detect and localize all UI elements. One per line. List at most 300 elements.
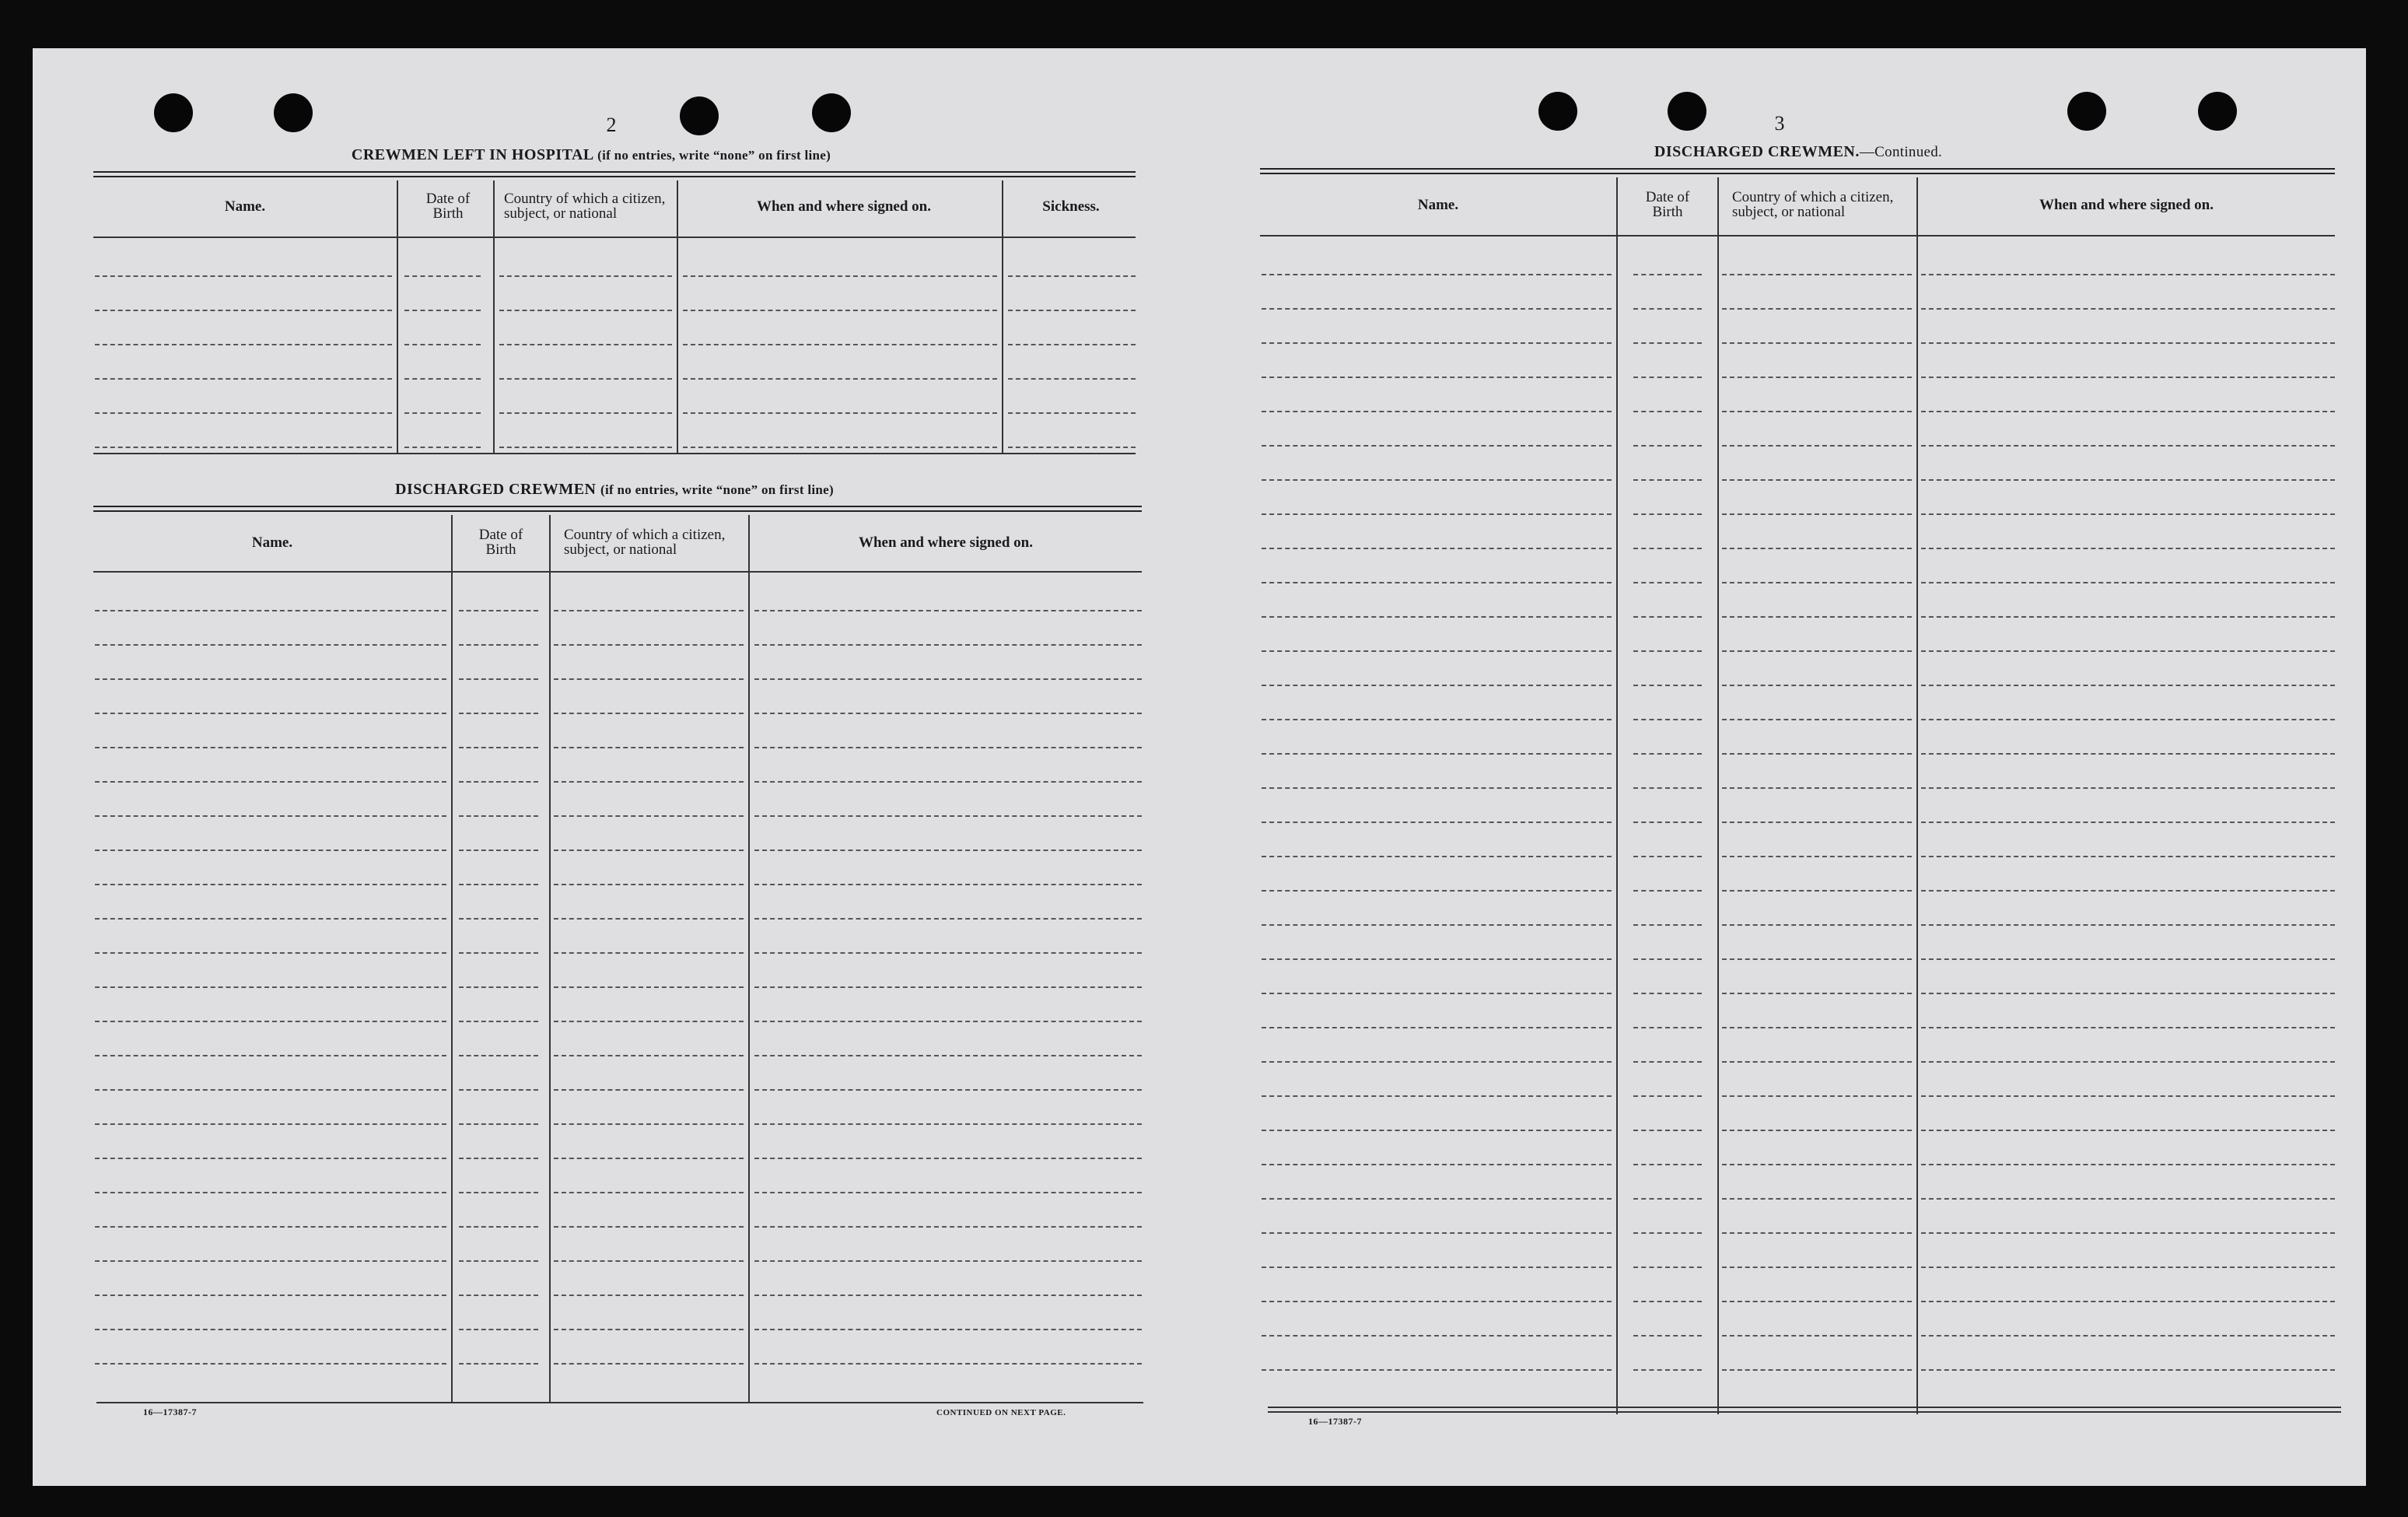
blank-entry-line <box>459 952 538 954</box>
blank-entry-line <box>1722 787 1912 789</box>
blank-entry-line <box>1722 1095 1912 1097</box>
form-number: 16—17387-7 <box>143 1407 197 1417</box>
blank-entry-line <box>683 412 997 414</box>
blank-entry-line <box>754 850 1142 851</box>
blank-entry-line <box>1262 1369 1612 1371</box>
blank-entry-line <box>683 310 997 311</box>
blank-entry-line <box>95 1021 446 1022</box>
blank-entry-line <box>95 378 392 380</box>
blank-entry-line <box>1262 1130 1612 1131</box>
blank-entry-line <box>1633 513 1702 515</box>
punch-hole <box>154 93 193 132</box>
section-title-discharged <box>93 481 1136 499</box>
blank-entry-line <box>1008 275 1136 277</box>
blank-entry-line <box>754 986 1142 988</box>
blank-entry-line <box>1921 479 2335 481</box>
blank-entry-line <box>1262 787 1612 789</box>
blank-entry-line <box>1633 445 1702 447</box>
blank-entry-line <box>1262 377 1612 378</box>
blank-entry-line <box>459 1158 538 1159</box>
blank-entry-line <box>459 1021 538 1022</box>
blank-entry-line <box>754 1192 1142 1193</box>
blank-entry-line <box>1008 378 1136 380</box>
blank-entry-line <box>1722 856 1912 857</box>
blank-entry-line <box>1633 890 1702 892</box>
blank-entry-line <box>95 344 392 345</box>
blank-entry-line <box>554 1055 744 1056</box>
blank-entry-line <box>754 747 1142 748</box>
blank-entry-line <box>95 644 446 646</box>
blank-entry-line <box>1633 1130 1702 1131</box>
blank-entry-line <box>459 986 538 988</box>
blank-entry-line <box>754 918 1142 920</box>
blank-entry-line <box>1262 890 1612 892</box>
blank-entry-line <box>1262 411 1612 412</box>
blank-entry-line <box>1722 1027 1912 1028</box>
blank-entry-line <box>1008 412 1136 414</box>
blank-entry-line <box>1921 993 2335 994</box>
blank-entry-line <box>459 678 538 680</box>
blank-entry-line <box>95 986 446 988</box>
blank-entry-line <box>1722 445 1912 447</box>
blank-entry-line <box>1633 856 1702 857</box>
divider <box>1260 173 2335 174</box>
blank-entry-line <box>1262 856 1612 857</box>
blank-entry-line <box>1262 616 1612 618</box>
blank-entry-line <box>754 1055 1142 1056</box>
blank-entry-line <box>1722 1301 1912 1302</box>
section-bottom-rule <box>1268 1411 2341 1413</box>
blank-entry-line <box>1633 924 1702 926</box>
blank-entry-line <box>1722 1164 1912 1165</box>
blank-entry-line <box>95 1089 446 1091</box>
blank-entry-line <box>499 344 672 345</box>
col-header-dob: Date of Birth <box>478 527 523 558</box>
blank-entry-line <box>554 815 744 817</box>
blank-entry-line <box>1921 856 2335 857</box>
blank-entry-line <box>754 610 1142 611</box>
blank-entry-line <box>404 412 481 414</box>
blank-entry-line <box>754 1158 1142 1159</box>
col-header-country: Country of which a citizen, subject, or national <box>504 191 666 222</box>
blank-entry-line <box>95 1192 446 1193</box>
blank-entry-line <box>1262 582 1612 583</box>
blank-entry-line <box>459 610 538 611</box>
blank-entry-line <box>754 952 1142 954</box>
blank-entry-line <box>1262 513 1612 515</box>
discharged-continued-title: DISCHARGED CREWMEN. <box>1654 143 1860 160</box>
blank-entry-line <box>1633 377 1702 378</box>
blank-entry-line <box>1633 582 1702 583</box>
blank-entry-line <box>554 713 744 714</box>
col-header-sickness: Sickness. <box>1042 198 1100 215</box>
blank-entry-line <box>1921 822 2335 823</box>
blank-entry-line <box>1921 1095 2335 1097</box>
punch-hole <box>1668 92 1706 131</box>
blank-entry-line <box>554 1021 744 1022</box>
blank-entry-line <box>1722 582 1912 583</box>
blank-entry-line <box>95 918 446 920</box>
blank-entry-line <box>1633 822 1702 823</box>
blank-entry-line <box>1921 685 2335 686</box>
blank-entry-line <box>554 850 744 851</box>
blank-entry-line <box>404 344 481 345</box>
blank-entry-line <box>1262 1198 1612 1200</box>
blank-entry-line <box>95 884 446 885</box>
blank-entry-line <box>754 1295 1142 1296</box>
blank-entry-line <box>95 1158 446 1159</box>
blank-entry-line <box>459 781 538 783</box>
col-header-signed: When and where signed on. <box>2039 196 2214 213</box>
blank-entry-line <box>1633 1164 1702 1165</box>
column-divider <box>1616 177 1618 1414</box>
blank-entry-line <box>1722 1335 1912 1337</box>
blank-entry-line <box>1921 274 2335 275</box>
blank-entry-line <box>1722 479 1912 481</box>
blank-entry-line <box>459 1260 538 1262</box>
blank-entry-line <box>1262 685 1612 686</box>
blank-entry-line <box>404 310 481 311</box>
blank-entry-line <box>1921 924 2335 926</box>
column-divider <box>397 180 398 453</box>
blank-entry-line <box>1921 513 2335 515</box>
blank-entry-line <box>1921 411 2335 412</box>
blank-entry-line <box>1921 719 2335 720</box>
col-header-dob: Date of Birth <box>425 191 471 222</box>
blank-entry-line <box>404 275 481 277</box>
page-number: 2 <box>606 114 617 136</box>
blank-entry-line <box>683 344 997 345</box>
blank-entry-line <box>499 310 672 311</box>
blank-entry-line <box>1262 1232 1612 1234</box>
blank-entry-line <box>1262 274 1612 275</box>
blank-entry-line <box>95 610 446 611</box>
blank-entry-line <box>1633 308 1702 310</box>
blank-entry-line <box>1262 993 1612 994</box>
blank-entry-line <box>459 1329 538 1330</box>
blank-entry-line <box>1722 1061 1912 1063</box>
blank-entry-line <box>554 1123 744 1125</box>
blank-entry-line <box>754 1089 1142 1091</box>
blank-entry-line <box>554 1226 744 1228</box>
col-header-name: Name. <box>1417 196 1459 213</box>
blank-entry-line <box>1921 1369 2335 1371</box>
section-bottom-rule <box>93 453 1136 454</box>
blank-entry-line <box>1921 890 2335 892</box>
blank-entry-line <box>95 1260 446 1262</box>
header-underline <box>93 571 1142 573</box>
column-divider <box>1916 177 1918 1414</box>
blank-entry-line <box>459 815 538 817</box>
col-header-country: Country of which a citizen, subject, or national <box>1732 189 1894 220</box>
blank-entry-line <box>1722 1369 1912 1371</box>
blank-entry-line <box>1722 1198 1912 1200</box>
blank-entry-line <box>554 1192 744 1193</box>
blank-entry-line <box>1722 685 1912 686</box>
document-sheet <box>33 48 2366 1486</box>
blank-entry-line <box>1633 616 1702 618</box>
blank-entry-line <box>1722 308 1912 310</box>
blank-entry-line <box>1633 787 1702 789</box>
divider <box>93 510 1142 512</box>
blank-entry-line <box>459 884 538 885</box>
blank-entry-line <box>1921 616 2335 618</box>
punch-hole <box>274 93 313 132</box>
blank-entry-line <box>1633 958 1702 960</box>
blank-entry-line <box>1633 685 1702 686</box>
column-divider <box>549 515 551 1402</box>
blank-entry-line <box>404 447 481 448</box>
blank-entry-line <box>1722 958 1912 960</box>
blank-entry-line <box>754 1123 1142 1125</box>
blank-entry-line <box>459 1226 538 1228</box>
blank-entry-line <box>95 781 446 783</box>
blank-entry-line <box>554 884 744 885</box>
blank-entry-line <box>1921 1164 2335 1165</box>
blank-entry-line <box>95 447 392 448</box>
divider <box>93 176 1136 177</box>
blank-entry-line <box>1633 342 1702 344</box>
blank-entry-line <box>1633 548 1702 549</box>
column-divider <box>451 515 453 1402</box>
blank-entry-line <box>1633 479 1702 481</box>
blank-entry-line <box>754 781 1142 783</box>
section-title-hospital <box>93 146 1089 164</box>
blank-entry-line <box>1262 822 1612 823</box>
blank-entry-line <box>1633 650 1702 652</box>
blank-entry-line <box>554 1158 744 1159</box>
blank-entry-line <box>1633 411 1702 412</box>
blank-entry-line <box>459 747 538 748</box>
blank-entry-line <box>1262 1164 1612 1165</box>
blank-entry-line <box>459 1055 538 1056</box>
blank-entry-line <box>1008 310 1136 311</box>
blank-entry-line <box>95 412 392 414</box>
punch-hole <box>2198 92 2237 131</box>
blank-entry-line <box>1633 1198 1702 1200</box>
column-divider <box>677 180 678 453</box>
blank-entry-line <box>554 952 744 954</box>
blank-entry-line <box>754 1260 1142 1262</box>
blank-entry-line <box>499 378 672 380</box>
blank-entry-line <box>754 1363 1142 1365</box>
blank-entry-line <box>1722 890 1912 892</box>
blank-entry-line <box>1921 1301 2335 1302</box>
blank-entry-line <box>95 678 446 680</box>
blank-entry-line <box>1633 1369 1702 1371</box>
blank-entry-line <box>1921 308 2335 310</box>
blank-entry-line <box>1921 1335 2335 1337</box>
blank-entry-line <box>554 644 744 646</box>
blank-entry-line <box>1262 1301 1612 1302</box>
blank-entry-line <box>1921 1061 2335 1063</box>
blank-entry-line <box>459 1295 538 1296</box>
blank-entry-line <box>95 1363 446 1365</box>
column-divider <box>493 180 495 453</box>
blank-entry-line <box>554 610 744 611</box>
blank-entry-line <box>1262 1061 1612 1063</box>
divider <box>1260 168 2335 170</box>
blank-entry-line <box>95 1329 446 1330</box>
blank-entry-line <box>95 747 446 748</box>
blank-entry-line <box>1262 958 1612 960</box>
blank-entry-line <box>554 918 744 920</box>
page-number: 3 <box>1774 112 1785 135</box>
hospital-instruction: (if no entries, write “none” on first line) <box>597 148 831 163</box>
blank-entry-line <box>1921 1027 2335 1028</box>
blank-entry-line <box>1633 1061 1702 1063</box>
blank-entry-line <box>459 644 538 646</box>
blank-entry-line <box>1722 1232 1912 1234</box>
blank-entry-line <box>1262 719 1612 720</box>
blank-entry-line <box>1008 344 1136 345</box>
blank-entry-line <box>1722 342 1912 344</box>
blank-entry-line <box>1008 447 1136 448</box>
form-number: 16—17387-7 <box>1308 1416 1362 1427</box>
blank-entry-line <box>1722 548 1912 549</box>
blank-entry-line <box>1921 753 2335 755</box>
blank-entry-line <box>1262 753 1612 755</box>
blank-entry-line <box>554 1260 744 1262</box>
blank-entry-line <box>1921 1232 2335 1234</box>
blank-entry-line <box>1722 822 1912 823</box>
blank-entry-line <box>459 1089 538 1091</box>
blank-entry-line <box>1722 274 1912 275</box>
blank-entry-line <box>459 850 538 851</box>
blank-entry-line <box>1722 377 1912 378</box>
blank-entry-line <box>95 1295 446 1296</box>
blank-entry-line <box>95 275 392 277</box>
blank-entry-line <box>1921 377 2335 378</box>
blank-entry-line <box>459 1192 538 1193</box>
col-header-country: Country of which a citizen, subject, or national <box>564 527 726 558</box>
blank-entry-line <box>1921 958 2335 960</box>
blank-entry-line <box>554 986 744 988</box>
blank-entry-line <box>1921 548 2335 549</box>
blank-entry-line <box>1262 548 1612 549</box>
blank-entry-line <box>404 378 481 380</box>
blank-entry-line <box>1722 753 1912 755</box>
blank-entry-line <box>754 1226 1142 1228</box>
blank-entry-line <box>754 678 1142 680</box>
blank-entry-line <box>754 1021 1142 1022</box>
blank-entry-line <box>1262 342 1612 344</box>
section-title-discharged-continued <box>1262 143 2335 161</box>
hospital-title-text: CREWMEN LEFT IN HOSPITAL <box>351 146 593 163</box>
blank-entry-line <box>1262 650 1612 652</box>
blank-entry-line <box>554 1363 744 1365</box>
col-header-signed: When and where signed on. <box>756 198 931 215</box>
blank-entry-line <box>1921 1267 2335 1268</box>
continued-suffix: —Continued. <box>1859 144 1943 160</box>
blank-entry-line <box>1262 1095 1612 1097</box>
blank-entry-line <box>683 275 997 277</box>
blank-entry-line <box>1262 1335 1612 1337</box>
blank-entry-line <box>459 713 538 714</box>
blank-entry-line <box>499 412 672 414</box>
blank-entry-line <box>1921 650 2335 652</box>
punch-hole <box>812 93 851 132</box>
discharged-instruction: (if no entries, write “none” on first line) <box>600 482 834 497</box>
punch-hole <box>2067 92 2106 131</box>
blank-entry-line <box>554 747 744 748</box>
blank-entry-line <box>683 378 997 380</box>
punch-hole <box>1538 92 1577 131</box>
blank-entry-line <box>554 781 744 783</box>
blank-entry-line <box>554 678 744 680</box>
blank-entry-line <box>1633 719 1702 720</box>
blank-entry-line <box>1921 1198 2335 1200</box>
blank-entry-line <box>1633 1267 1702 1268</box>
blank-entry-line <box>1633 993 1702 994</box>
blank-entry-line <box>1722 924 1912 926</box>
blank-entry-line <box>499 447 672 448</box>
blank-entry-line <box>754 713 1142 714</box>
blank-entry-line <box>1722 1267 1912 1268</box>
column-divider <box>1717 177 1719 1414</box>
blank-entry-line <box>1722 719 1912 720</box>
blank-entry-line <box>754 815 1142 817</box>
blank-entry-line <box>754 1329 1142 1330</box>
blank-entry-line <box>1921 445 2335 447</box>
blank-entry-line <box>95 850 446 851</box>
blank-entry-line <box>95 1123 446 1125</box>
blank-entry-line <box>1921 787 2335 789</box>
blank-entry-line <box>1722 993 1912 994</box>
blank-entry-line <box>95 952 446 954</box>
blank-entry-line <box>554 1089 744 1091</box>
blank-entry-line <box>754 644 1142 646</box>
blank-entry-line <box>1921 1130 2335 1131</box>
blank-entry-line <box>499 275 672 277</box>
divider <box>93 171 1136 173</box>
blank-entry-line <box>459 1363 538 1365</box>
blank-entry-line <box>1722 513 1912 515</box>
blank-entry-line <box>459 1123 538 1125</box>
blank-entry-line <box>554 1295 744 1296</box>
blank-entry-line <box>1633 753 1702 755</box>
col-header-dob: Date of Birth <box>1645 189 1690 220</box>
blank-entry-line <box>1633 1027 1702 1028</box>
blank-entry-line <box>683 447 997 448</box>
blank-entry-line <box>95 310 392 311</box>
blank-entry-line <box>1921 582 2335 583</box>
punch-hole <box>680 96 719 135</box>
col-header-signed: When and where signed on. <box>858 534 1033 551</box>
blank-entry-line <box>1262 308 1612 310</box>
blank-entry-line <box>1722 650 1912 652</box>
blank-entry-line <box>1262 1267 1612 1268</box>
blank-entry-line <box>1921 342 2335 344</box>
blank-entry-line <box>459 918 538 920</box>
blank-entry-line <box>95 713 446 714</box>
column-divider <box>1002 180 1003 453</box>
blank-entry-line <box>554 1329 744 1330</box>
col-header-name: Name. <box>224 198 266 215</box>
blank-entry-line <box>1262 445 1612 447</box>
blank-entry-line <box>1722 616 1912 618</box>
blank-entry-line <box>95 815 446 817</box>
col-header-name: Name. <box>251 534 293 551</box>
blank-entry-line <box>754 884 1142 885</box>
blank-entry-line <box>1633 1335 1702 1337</box>
blank-entry-line <box>1633 1095 1702 1097</box>
section-bottom-rule <box>96 1402 1143 1403</box>
blank-entry-line <box>1262 1027 1612 1028</box>
blank-entry-line <box>1262 924 1612 926</box>
blank-entry-line <box>1262 479 1612 481</box>
blank-entry-line <box>1633 1232 1702 1234</box>
